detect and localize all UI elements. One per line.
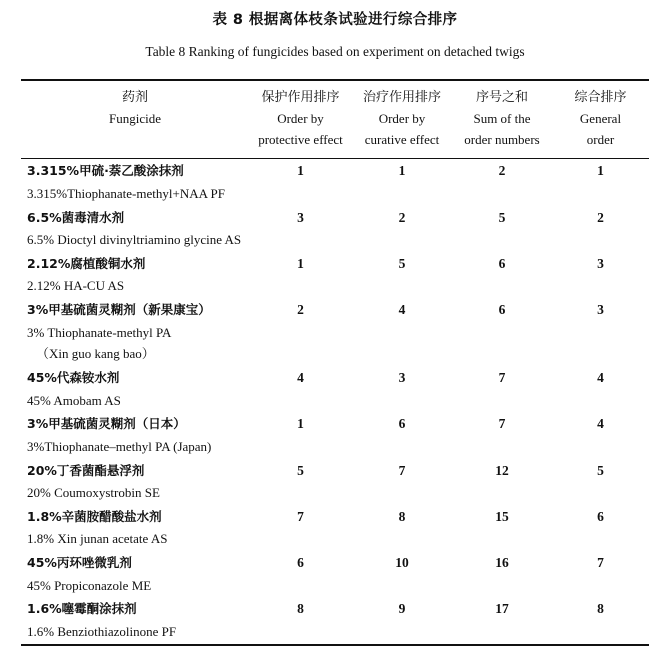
fungicide-name-cn (21, 412, 249, 437)
table-body (21, 80, 649, 646)
spacer-cell (352, 230, 452, 252)
fungicide-name-en-text: 3% Thiophanate-methyl PA (27, 324, 172, 340)
column-header-en1-4: General (579, 111, 622, 127)
table-title-english: Table 8 Ranking of fungicides based on experiment on detached twigs (145, 44, 525, 60)
curative-order-value: 4 (398, 302, 406, 318)
column-header-cn-0: 药剂 (121, 90, 148, 106)
sum-order-value: 12 (495, 462, 509, 478)
spacer-cell (452, 483, 552, 505)
spacer-cell (552, 184, 649, 206)
fungicide-name-en-text: 1.8% Xin junan acetate AS (27, 531, 168, 547)
curative-order-value: 5 (398, 255, 406, 271)
spacer-cell (552, 323, 649, 345)
fungicide-name-cn (21, 252, 249, 277)
spacer-cell (552, 230, 649, 252)
sum-order-value: 7 (498, 416, 506, 432)
table-row-subline (21, 391, 649, 413)
sum-order-value: 6 (498, 302, 506, 318)
spacer-cell (352, 276, 452, 298)
spacer-cell (352, 391, 452, 413)
fungicide-name-en (21, 323, 249, 345)
spacer-cell (352, 483, 452, 505)
protective-order-value: 1 (297, 416, 304, 432)
spacer-cell (452, 230, 552, 252)
fungicide-name-cn (21, 366, 249, 391)
column-header-0 (21, 81, 249, 159)
general-order-value: 8 (597, 601, 604, 617)
curative-order-value: 10 (395, 555, 409, 571)
fungicide-name-cn (21, 298, 249, 323)
general-order-value: 3 (597, 302, 604, 318)
fungicide-name-cn (21, 551, 249, 576)
spacer-cell (249, 230, 352, 252)
column-header-en1-1: Order by (277, 111, 324, 127)
table-row (21, 412, 649, 437)
column-header-3 (452, 81, 552, 159)
spacer-cell (249, 622, 352, 645)
column-header-4 (552, 81, 649, 159)
protective-order-value: 6 (297, 555, 304, 571)
spacer-cell (352, 529, 452, 551)
protective-order-value: 3 (297, 209, 304, 225)
fungicide-name-cn-text: 6.5%菌毒清水剂 (27, 209, 125, 225)
general-order-value: 7 (597, 555, 604, 571)
spacer-cell (352, 184, 452, 206)
spacer-cell (352, 437, 452, 459)
column-header-cn-4: 综合排序 (574, 90, 627, 106)
sum-order-value: 7 (498, 370, 506, 386)
protective-order-value: 8 (297, 601, 304, 617)
sum-order-value: 5 (498, 209, 506, 225)
table-title-chinese: 表 8 根据离体枝条试验进行综合排序 (212, 12, 458, 28)
table-row-subline-extra (21, 344, 649, 366)
fungicide-name-cn-text: 45%丙环唑微乳剂 (27, 555, 132, 571)
spacer-cell (249, 483, 352, 505)
sum-order-value: 16 (495, 555, 509, 571)
column-header-cn-3: 序号之和 (475, 90, 528, 106)
protective-order-value: 7 (297, 508, 304, 524)
spacer-cell (249, 529, 352, 551)
document-page (0, 10, 670, 645)
table-row (21, 159, 649, 184)
column-header-2 (352, 81, 452, 159)
fungicide-name-cn (21, 459, 249, 484)
general-order-value: 4 (597, 416, 604, 432)
spacer-cell (249, 344, 352, 366)
table-row (21, 366, 649, 391)
fungicide-name-cn-text: 1.6%噻霉酮涂抹剂 (27, 601, 137, 617)
spacer-cell (452, 276, 552, 298)
spacer-cell (552, 344, 649, 366)
table-header-row (21, 81, 649, 159)
table-row (21, 459, 649, 484)
column-header-en1-2: Order by (378, 111, 426, 127)
table-row (21, 206, 649, 231)
spacer-cell (249, 391, 352, 413)
fungicide-name-cn (21, 597, 249, 622)
spacer-cell (452, 184, 552, 206)
fungicide-name-cn-text: 3%甲基硫菌灵糊剂（日本） (27, 416, 186, 432)
table-row (21, 252, 649, 277)
fungicide-name-en-text: 3.315%Thiophanate-methyl+NAA PF (27, 185, 225, 201)
fungicide-name-alias-text: （Xin guo kang bao） (36, 346, 155, 362)
spacer-cell (552, 529, 649, 551)
column-header-en2-4: order (586, 132, 615, 148)
protective-order-value: 2 (297, 302, 304, 318)
table-row-subline (21, 622, 649, 645)
fungicide-name-en (21, 276, 249, 298)
fungicide-name-en (21, 576, 249, 598)
fungicide-name-en (21, 437, 249, 459)
spacer-cell (249, 323, 352, 345)
spacer-cell (249, 437, 352, 459)
protective-order-value: 1 (297, 163, 304, 179)
spacer-cell (452, 391, 552, 413)
fungicide-name-en (21, 230, 249, 252)
fungicide-name-en (21, 184, 249, 206)
column-header-en2-3: order numbers (464, 132, 540, 148)
curative-order-value: 8 (398, 508, 406, 524)
column-header-en1-3: Sum of the (473, 111, 531, 127)
spacer-cell (452, 344, 552, 366)
table-row-subline (21, 437, 649, 459)
fungicide-name-en-text: 3%Thiophanate–methyl PA (Japan) (27, 438, 212, 454)
table-row-subline (21, 483, 649, 505)
sum-order-value: 6 (498, 255, 506, 271)
curative-order-value: 1 (398, 163, 406, 179)
spacer-cell (452, 622, 552, 645)
spacer-cell (452, 323, 552, 345)
spacer-cell (452, 437, 552, 459)
spacer-cell (352, 323, 452, 345)
fungicide-ranking-table (21, 79, 649, 646)
protective-order-value: 1 (297, 255, 304, 271)
table-row-subline (21, 276, 649, 298)
spacer-cell (249, 184, 352, 206)
fungicide-name-cn (21, 206, 249, 231)
spacer-cell (552, 576, 649, 598)
table-row (21, 597, 649, 622)
column-header-en1-0: Fungicide (109, 111, 161, 127)
spacer-cell (352, 576, 452, 598)
fungicide-name-cn-text: 3.315%甲硫·萘乙酸涂抹剂 (27, 163, 184, 179)
spacer-cell (352, 344, 452, 366)
general-order-value: 1 (597, 163, 604, 179)
fungicide-name-en (21, 529, 249, 551)
fungicide-name-en-text: 6.5% Dioctyl divinyltriamino glycine AS (27, 232, 242, 248)
curative-order-value: 3 (398, 370, 406, 386)
fungicide-name-en (21, 391, 249, 413)
spacer-cell (249, 276, 352, 298)
spacer-cell (249, 576, 352, 598)
fungicide-name-en-text: 45% Propiconazole ME (27, 577, 152, 593)
fungicide-name-en-text: 2.12% HA-CU AS (27, 278, 125, 294)
spacer-cell (352, 622, 452, 645)
table-row-subline (21, 323, 649, 345)
protective-order-value: 5 (297, 462, 304, 478)
column-header-cn-1: 保护作用排序 (261, 90, 340, 106)
table-row-subline (21, 184, 649, 206)
curative-order-value: 2 (398, 209, 406, 225)
sum-order-value: 2 (498, 163, 506, 179)
table-row (21, 505, 649, 530)
table-row (21, 551, 649, 576)
sum-order-value: 15 (495, 508, 509, 524)
spacer-cell (552, 437, 649, 459)
table-row-subline (21, 529, 649, 551)
fungicide-name-cn (21, 159, 249, 184)
general-order-value: 2 (597, 209, 604, 225)
fungicide-name-cn (21, 505, 249, 530)
general-order-value: 4 (597, 370, 604, 386)
general-order-value: 5 (597, 462, 604, 478)
fungicide-name-cn-text: 2.12%腐植酸铜水剂 (27, 255, 146, 271)
column-header-en2-1: protective effect (258, 132, 343, 148)
curative-order-value: 6 (398, 416, 406, 432)
table-row-subline (21, 230, 649, 252)
fungicide-name-alias (21, 344, 249, 366)
spacer-cell (452, 576, 552, 598)
spacer-cell (452, 529, 552, 551)
column-header-en2-2: curative effect (364, 132, 440, 148)
fungicide-name-cn-text: 20%丁香菌酯悬浮剂 (27, 462, 145, 478)
table-row-subline (21, 576, 649, 598)
spacer-cell (552, 391, 649, 413)
table-row (21, 298, 649, 323)
fungicide-name-cn-text: 1.8%辛菌胺醋酸盐水剂 (27, 508, 162, 524)
protective-order-value: 4 (297, 370, 304, 386)
fungicide-name-en-text: 20% Coumoxystrobin SE (27, 485, 160, 501)
sum-order-value: 17 (495, 601, 509, 617)
spacer-cell (552, 276, 649, 298)
curative-order-value: 9 (398, 601, 406, 617)
spacer-cell (552, 483, 649, 505)
fungicide-name-en (21, 483, 249, 505)
fungicide-name-en-text: 1.6% Benziothiazolinone PF (27, 623, 177, 639)
fungicide-name-cn-text: 45%代森铵水剂 (27, 370, 120, 386)
column-header-1 (249, 81, 352, 159)
spacer-cell (552, 622, 649, 645)
column-header-cn-2: 治疗作用排序 (362, 90, 441, 106)
general-order-value: 3 (597, 255, 604, 271)
fungicide-name-en (21, 622, 249, 645)
fungicide-name-en-text: 45% Amobam AS (27, 392, 121, 408)
fungicide-name-cn-text: 3%甲基硫菌灵糊剂（新果康宝） (27, 302, 211, 318)
general-order-value: 6 (597, 508, 604, 524)
curative-order-value: 7 (398, 462, 406, 478)
